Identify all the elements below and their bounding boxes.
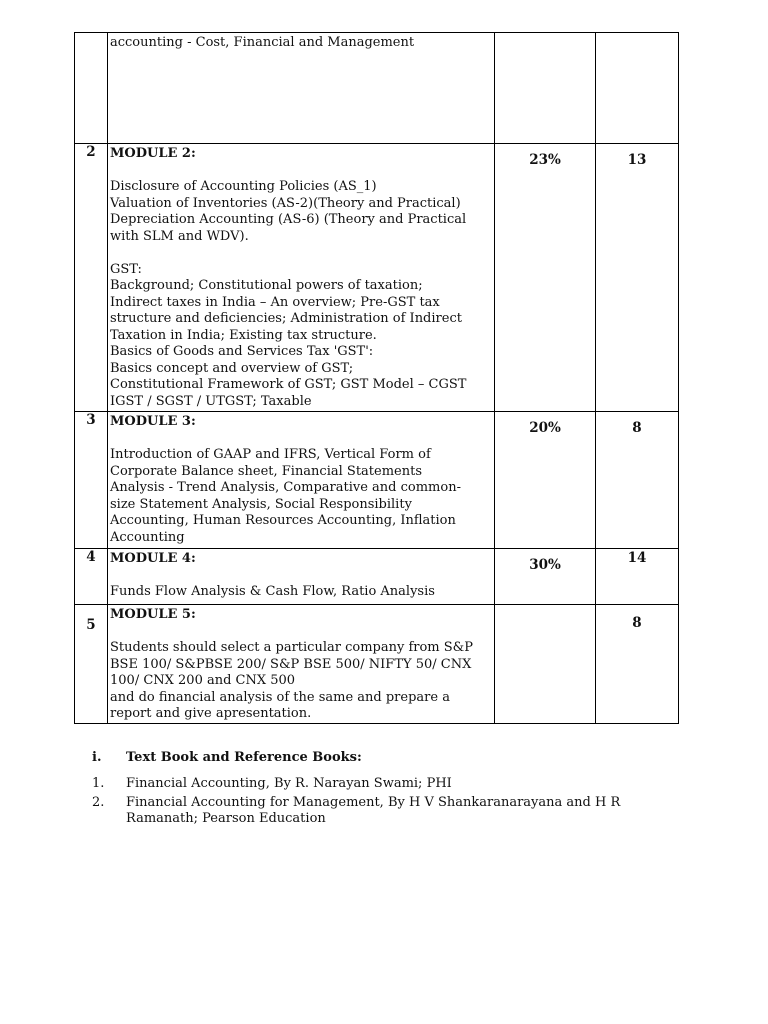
book-text: Financial Accounting for Management, By H V Shankaranarayana and H R Ramanath; Pearson Education	[126, 795, 621, 826]
heading-number: i.	[92, 750, 102, 765]
module-weightage	[495, 605, 596, 724]
book-item	[92, 776, 692, 792]
content-line: Constitutional Framework of GST; GST Model – CGST	[110, 377, 467, 392]
content-line: Introduction of GAAP and IFRS, Vertical Form of	[110, 447, 431, 462]
module-number	[75, 33, 108, 144]
module-number: 2	[75, 144, 108, 412]
content-line: IGST / SGST / UTGST; Taxable	[110, 393, 312, 409]
content-line: Disclosure of Accounting Policies (AS_1)	[110, 179, 377, 194]
module-number: 4	[75, 549, 108, 605]
module-row	[75, 144, 679, 412]
module-paragraph	[110, 447, 494, 546]
module-content-cell	[108, 144, 495, 412]
reference-books-heading	[92, 750, 692, 766]
module-paragraph	[110, 35, 494, 52]
content-line: with SLM and WDV).	[110, 228, 249, 244]
module-content	[108, 144, 494, 411]
content-line: Accounting, Human Resources Accounting, Inflation	[110, 513, 456, 528]
content-line: Valuation of Inventories (AS-2)(Theory and Practical)	[110, 195, 461, 211]
content-line: Depreciation Accounting (AS-6) (Theory and Practical	[110, 212, 467, 227]
content-line: Analysis - Trend Analysis, Comparative and common-	[110, 480, 461, 495]
content-line: structure and deficiencies; Administration of Indirect	[110, 311, 462, 326]
module-paragraph	[110, 179, 494, 245]
module-title: MODULE 4:	[110, 551, 196, 566]
content-line: accounting - Cost, Financial and Management	[110, 35, 415, 50]
module-title: MODULE 3:	[110, 414, 196, 429]
module-hours: 13	[596, 144, 679, 412]
content-line: Indirect taxes in India – An overview; Pre-GST tax	[110, 294, 440, 310]
syllabus-table-body	[75, 33, 679, 724]
module-weightage: 23%	[495, 144, 596, 412]
content-line: Background; Constitutional powers of taxation;	[110, 278, 423, 293]
content-line: size Statement Analysis, Social Responsibility	[110, 496, 412, 512]
module-weightage: 20%	[495, 412, 596, 549]
module-weightage	[495, 33, 596, 144]
module-hours: 14	[596, 549, 679, 605]
heading-text: Text Book and Reference Books:	[126, 750, 362, 765]
module-row	[75, 605, 679, 724]
module-hours: 8	[596, 412, 679, 549]
module-title: MODULE 2:	[110, 146, 196, 161]
module-content-cell	[108, 549, 495, 605]
module-content-cell	[108, 605, 495, 724]
content-line: report and give apresentation.	[110, 706, 312, 721]
content-line: BSE 100/ S&PBSE 200/ S&P BSE 500/ NIFTY 50/ CNX	[110, 656, 472, 672]
module-title: MODULE 5:	[110, 607, 196, 622]
module-weightage: 30%	[495, 549, 596, 605]
content-line: Taxation in India; Existing tax structure.	[110, 327, 377, 343]
module-hours	[596, 33, 679, 144]
module-content-cell	[108, 33, 495, 144]
module-content	[108, 33, 494, 143]
syllabus-table	[74, 32, 679, 724]
book-item	[92, 795, 692, 827]
module-content	[108, 605, 494, 723]
content-line: Students should select a particular company from S&P	[110, 640, 473, 655]
module-paragraph	[110, 262, 494, 411]
content-line: Corporate Balance sheet, Financial Statements	[110, 463, 422, 479]
reference-books-section	[92, 750, 692, 830]
content-line: Basics of Goods and Services Tax 'GST':	[110, 344, 374, 359]
content-line: Basics concept and overview of GST;	[110, 360, 354, 376]
book-text: Financial Accounting, By R. Narayan Swami; PHI	[126, 776, 452, 791]
module-row	[75, 412, 679, 549]
content-line: Accounting	[110, 529, 185, 545]
module-row	[75, 33, 679, 144]
content-line: 100/ CNX 200 and CNX 500	[110, 673, 296, 688]
module-paragraph	[110, 640, 494, 723]
module-content	[108, 549, 494, 604]
book-number: 1.	[92, 776, 105, 791]
content-line: GST:	[110, 261, 142, 277]
module-row	[75, 549, 679, 605]
module-content-cell	[108, 412, 495, 549]
content-line: and do financial analysis of the same and prepare a	[110, 689, 450, 705]
module-content	[108, 412, 494, 548]
module-hours: 8	[596, 605, 679, 724]
module-number: 3	[75, 412, 108, 549]
module-number: 5	[75, 605, 108, 724]
book-number: 2.	[92, 795, 105, 810]
content-line: Funds Flow Analysis & Cash Flow, Ratio Analysis	[110, 584, 435, 599]
module-paragraph	[110, 584, 494, 601]
